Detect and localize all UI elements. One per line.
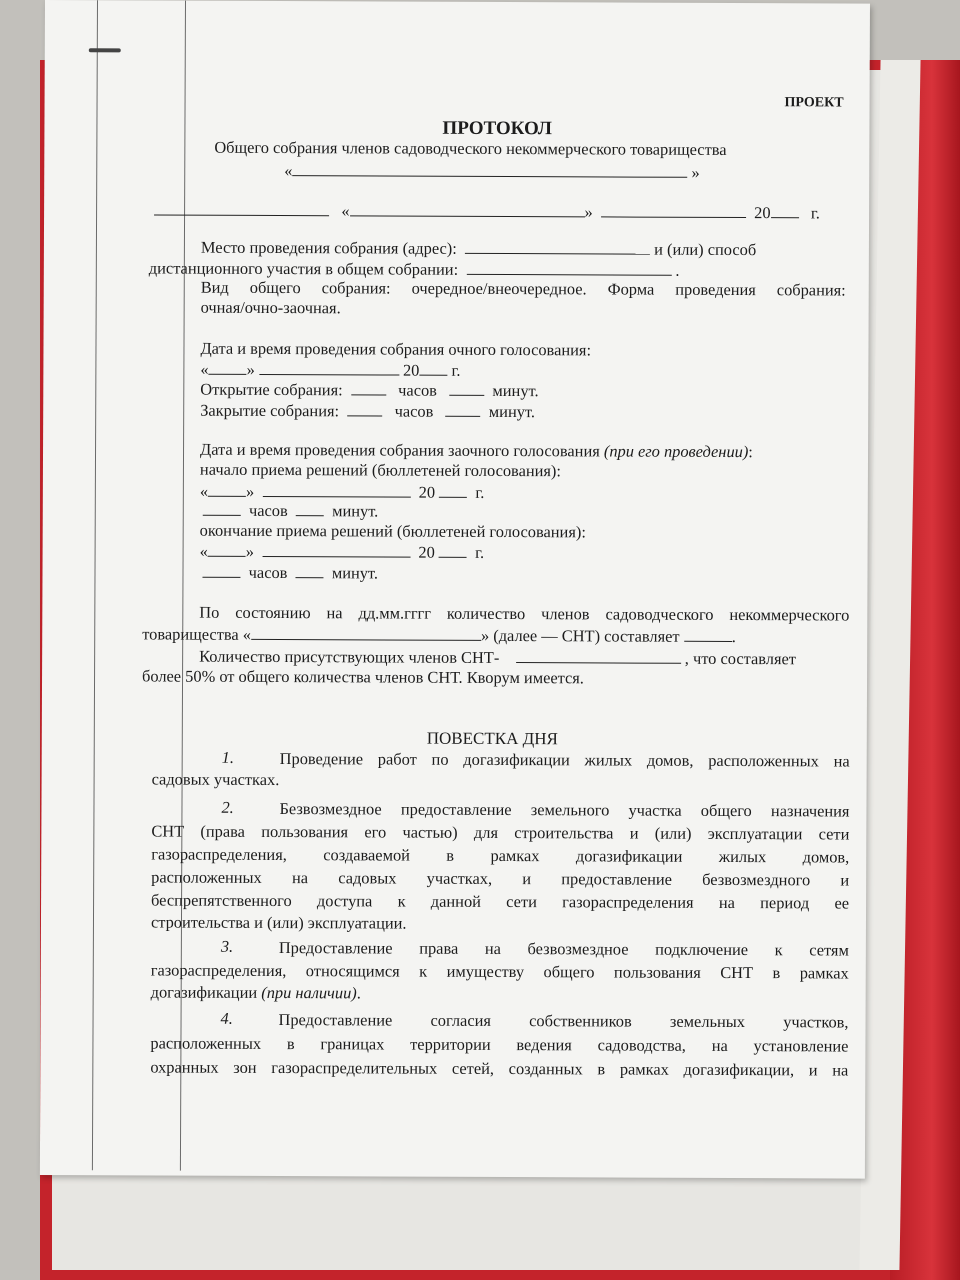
document-page xyxy=(40,0,870,1179)
agenda-item-2-line: газораспределения, создаваемой в рамках догазификации жилых домов, xyxy=(151,844,850,867)
agenda-item-2-line: беспрепятственного доступа к данной сети газораспределения на период ее xyxy=(151,890,850,913)
fulltime-label: Дата и время проведения собрания очного голосования: xyxy=(200,338,592,360)
quorum-line: более 50% от общего количества членов СНТ. Кворум имеется. xyxy=(142,666,584,688)
venue-blank xyxy=(465,239,650,255)
absentee-start-date: « » 20 г. xyxy=(199,481,485,502)
agenda-item-2-line: расположенных на садовых участках, и предоставление безвозмездного и xyxy=(151,867,850,890)
members-count-line: По состоянию на дд.мм.гггг количество членов садоводческого некоммерческого xyxy=(199,602,850,625)
agenda-item-4-number: 4. xyxy=(220,1008,233,1028)
agenda-item-3-line: догазификации (при наличии). xyxy=(150,982,361,1003)
snt-name-blank-2 xyxy=(251,625,481,641)
agenda-item-3-number: 3. xyxy=(220,936,234,956)
agenda-item-2-line: СНТ (права пользования его частью) для строительства и (или) эксплуатации сети xyxy=(151,821,850,844)
absentee-end-time: часов минут. xyxy=(202,563,378,584)
closing-time: Закрытие собрания: часов минут. xyxy=(200,400,536,422)
agenda-item-2-line: строительства и (или) эксплуатации. xyxy=(150,912,407,933)
remote-line: дистанционного участия в общем собрании: . xyxy=(148,258,680,280)
absentee-start-time: часов минут. xyxy=(203,501,379,522)
agenda-item-4-first: Предоставление согласия собственников земельных участков, xyxy=(278,1010,849,1032)
agenda-title: ПОВЕСТКА ДНЯ xyxy=(426,728,558,749)
agenda-item-2-first: Безвозмездное предоставление земельного участка общего назначения xyxy=(279,799,850,821)
document-subtitle: Общего собрания членов садоводческого некоммерческого товарищества xyxy=(214,137,727,159)
date-place-line: « » 20 г. xyxy=(154,200,820,223)
absentee-end-date: « » 20 г. xyxy=(199,541,485,562)
snt-name-line: « » xyxy=(284,161,700,182)
meeting-form: очная/очно-заочная. xyxy=(200,297,341,318)
agenda-item-1-line: садовых участках. xyxy=(151,769,280,790)
opening-time: Открытие собрания: часов минут. xyxy=(200,379,539,401)
agenda-item-1-first: Проведение работ по догазификации жилых домов, расположенных на xyxy=(279,749,850,771)
agenda-item-4-line: охранных зон газораспределительных сетей, созданных в рамках догазификации, и на xyxy=(150,1057,849,1080)
agenda-item-3-line: газораспределения, относящимся к имуществу общего пользования СНТ в рамках xyxy=(150,960,849,983)
staple-mark xyxy=(89,48,121,52)
month-blank xyxy=(601,202,746,218)
absentee-start-label: начало приема решений (бюллетеней голосования): xyxy=(199,459,562,481)
present-count-line: Количество присутствующих членов СНТ- , что составляет xyxy=(199,646,797,669)
venue-line: Место проведения собрания (адрес): и (или) способ xyxy=(200,237,757,260)
remote-blank xyxy=(466,260,671,276)
agenda-item-4-line: расположенных в границах территории ведения садоводства, на установление xyxy=(150,1033,849,1056)
document-title: ПРОТОКОЛ xyxy=(442,117,553,140)
draft-stamp: ПРОЕКТ xyxy=(784,95,844,111)
margin-line-left xyxy=(92,0,98,1170)
fulltime-date: « » 20 г. xyxy=(200,359,461,380)
snt-name-blank xyxy=(292,161,687,178)
absentee-label: Дата и время проведения собрания заочного голосования (при его проведении): xyxy=(200,439,753,462)
agenda-item-1-number: 1. xyxy=(221,747,235,767)
absentee-end-label: окончание приема решений (бюллетеней голосования): xyxy=(199,520,586,542)
members-count-line-2: товарищества « » (далее — СНТ) составляет . xyxy=(142,624,736,647)
agenda-item-3-first: Предоставление права на безвозмездное подключение к сетям xyxy=(278,938,849,960)
meeting-type: Вид общего собрания: очередное/внеочередное. Форма проведения собрания: xyxy=(200,277,846,300)
agenda-item-2-number: 2. xyxy=(221,797,234,817)
day-month-blank xyxy=(350,201,585,217)
place-blank xyxy=(154,200,329,216)
